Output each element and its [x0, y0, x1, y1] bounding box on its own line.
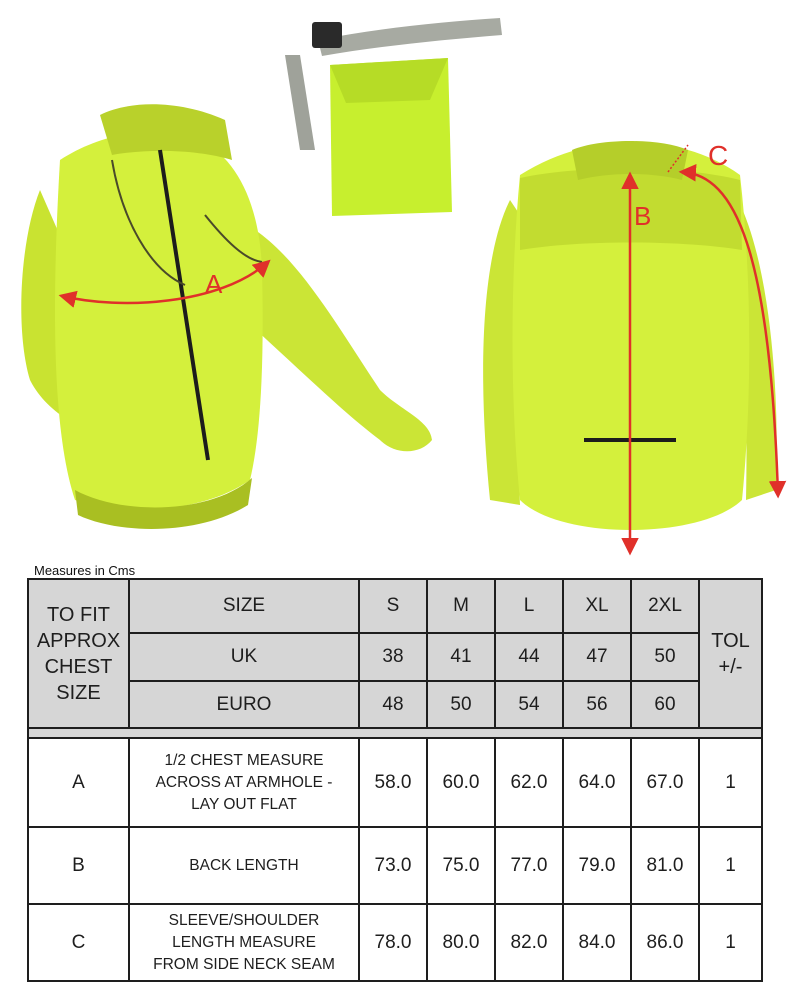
measure-value: 77.0	[495, 827, 563, 904]
measure-value: 60.0	[427, 738, 495, 827]
euro-label: EURO	[129, 681, 359, 728]
measure-value: 80.0	[427, 904, 495, 981]
size-s: S	[359, 579, 427, 633]
measure-value: 86.0	[631, 904, 699, 981]
uk-value: 38	[359, 633, 427, 681]
measure-value: 75.0	[427, 827, 495, 904]
tolerance-value: 1	[699, 738, 762, 827]
size-m: M	[427, 579, 495, 633]
euro-value: 54	[495, 681, 563, 728]
euro-value: 60	[631, 681, 699, 728]
measure-value: 64.0	[563, 738, 631, 827]
size-2xl: 2XL	[631, 579, 699, 633]
size-xl: XL	[563, 579, 631, 633]
to-fit-header: TO FIT APPROX CHEST SIZE	[28, 579, 129, 728]
units-caption: Measures in Cms	[34, 563, 136, 578]
tolerance-value: 1	[699, 904, 762, 981]
size-label: SIZE	[129, 579, 359, 633]
measure-label-b: B	[634, 201, 652, 231]
measure-value: 82.0	[495, 904, 563, 981]
measure-code: C	[28, 904, 129, 981]
measure-label-a: A	[205, 269, 223, 299]
uk-value: 47	[563, 633, 631, 681]
size-l: L	[495, 579, 563, 633]
measure-description: 1/2 CHEST MEASURE ACROSS AT ARMHOLE - LAY OUT FLAT	[129, 738, 359, 827]
measure-row-a	[28, 738, 762, 827]
euro-value: 56	[563, 681, 631, 728]
measure-value: 67.0	[631, 738, 699, 827]
uk-value: 50	[631, 633, 699, 681]
euro-value: 50	[427, 681, 495, 728]
measure-code: B	[28, 827, 129, 904]
measure-value: 62.0	[495, 738, 563, 827]
uk-value: 41	[427, 633, 495, 681]
measure-description: BACK LENGTH	[129, 827, 359, 904]
measure-value: 58.0	[359, 738, 427, 827]
tolerance-header: TOL +/-	[699, 579, 762, 728]
size-header-row	[28, 579, 762, 633]
measure-row-c	[28, 904, 762, 981]
measure-row-b	[28, 827, 762, 904]
measure-value: 81.0	[631, 827, 699, 904]
measure-value: 84.0	[563, 904, 631, 981]
tolerance-value: 1	[699, 827, 762, 904]
measure-value: 79.0	[563, 827, 631, 904]
measure-code: A	[28, 738, 129, 827]
uk-value: 44	[495, 633, 563, 681]
uk-label: UK	[129, 633, 359, 681]
measure-description: SLEEVE/SHOULDER LENGTH MEASURE FROM SIDE NECK SEAM	[129, 904, 359, 981]
header-separator	[28, 728, 762, 738]
measure-label-c: C	[708, 140, 729, 171]
measure-value: 73.0	[359, 827, 427, 904]
size-chart-table	[27, 578, 763, 982]
back-jacket-image	[483, 140, 778, 552]
packed-pouch-image	[285, 18, 502, 216]
euro-value: 48	[359, 681, 427, 728]
uk-row	[28, 633, 762, 681]
euro-row	[28, 681, 762, 728]
measure-value: 78.0	[359, 904, 427, 981]
